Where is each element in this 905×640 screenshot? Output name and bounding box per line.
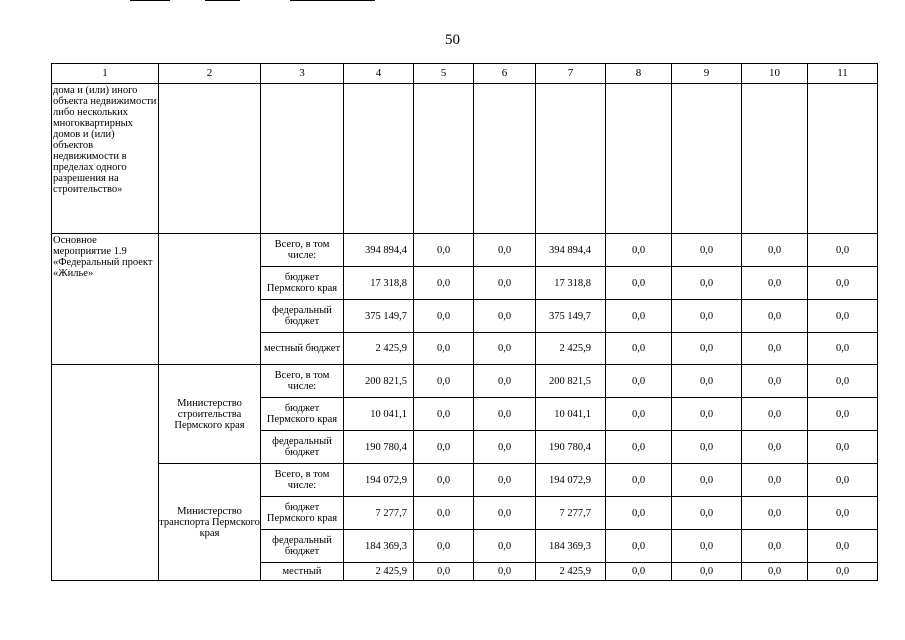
amount-cell: 0,0: [808, 530, 878, 563]
amount-cell: 0,0: [672, 530, 742, 563]
column-number: 9: [672, 64, 742, 84]
amount-cell: 0,0: [414, 563, 474, 581]
amount-cell: 0,0: [808, 234, 878, 267]
funding-source: федеральный бюджет: [261, 300, 344, 333]
funding-source: бюджет Пермского края: [261, 267, 344, 300]
amount-cell: 7 277,7: [536, 497, 606, 530]
amount-cell: 375 149,7: [536, 300, 606, 333]
amount-cell: 0,0: [606, 431, 672, 464]
amount-cell: 0,0: [742, 497, 808, 530]
amount-cell: 0,0: [808, 497, 878, 530]
amount-cell: 0,0: [742, 530, 808, 563]
amount-cell: 0,0: [742, 267, 808, 300]
amount-cell: 10 041,1: [536, 398, 606, 431]
amount-cell: 17 318,8: [536, 267, 606, 300]
funding-source: местный бюджет: [261, 333, 344, 365]
scan-artifact-line: [130, 0, 170, 1]
amount-cell: 0,0: [808, 398, 878, 431]
amount-cell: 0,0: [474, 497, 536, 530]
column-number: 11: [808, 64, 878, 84]
amount-cell: 0,0: [742, 234, 808, 267]
funding-source: Всего, в том числе:: [261, 234, 344, 267]
column-number: 8: [606, 64, 672, 84]
amount-cell: 0,0: [414, 530, 474, 563]
measure-title-continued: [52, 365, 159, 581]
amount-cell: 0,0: [414, 333, 474, 365]
amount-cell: 394 894,4: [536, 234, 606, 267]
amount-cell: 0,0: [742, 431, 808, 464]
amount-cell: 190 780,4: [536, 431, 606, 464]
continuation-row: [52, 84, 878, 234]
amount-cell: 0,0: [606, 464, 672, 497]
amount-cell: 0,0: [606, 365, 672, 398]
column-number: 10: [742, 64, 808, 84]
measure-title: Основное мероприятие 1.9 «Федеральный проект «Жилье»: [52, 234, 159, 365]
amount-cell: 0,0: [606, 234, 672, 267]
amount-cell: 0,0: [474, 300, 536, 333]
column-number: 2: [159, 64, 261, 84]
funding-source: бюджет Пермского края: [261, 398, 344, 431]
amount-cell: 0,0: [414, 497, 474, 530]
amount-cell: 394 894,4: [344, 234, 414, 267]
column-number: 7: [536, 64, 606, 84]
measure-executor: [159, 234, 261, 365]
amount-cell: 0,0: [808, 267, 878, 300]
table-header-row: [52, 64, 878, 84]
amount-cell: 0,0: [474, 464, 536, 497]
amount-cell: 0,0: [808, 464, 878, 497]
amount-cell: 2 425,9: [536, 333, 606, 365]
amount-cell: 7 277,7: [344, 497, 414, 530]
amount-cell: 194 072,9: [344, 464, 414, 497]
amount-cell: 0,0: [672, 234, 742, 267]
amount-cell: 0,0: [606, 497, 672, 530]
funding-source: федеральный бюджет: [261, 530, 344, 563]
funding-source: федеральный бюджет: [261, 431, 344, 464]
amount-cell: 0,0: [742, 464, 808, 497]
amount-cell: 184 369,3: [536, 530, 606, 563]
funding-source: Всего, в том числе:: [261, 464, 344, 497]
scan-artifact-line: [290, 0, 375, 1]
amount-cell: 0,0: [474, 398, 536, 431]
amount-cell: 0,0: [606, 563, 672, 581]
amount-cell: 0,0: [672, 431, 742, 464]
amount-cell: 0,0: [474, 530, 536, 563]
amount-cell: 0,0: [672, 398, 742, 431]
amount-cell: 0,0: [808, 365, 878, 398]
budget-table: [51, 63, 878, 581]
amount-cell: 0,0: [672, 497, 742, 530]
amount-cell: 0,0: [742, 300, 808, 333]
amount-cell: 2 425,9: [344, 333, 414, 365]
amount-cell: 184 369,3: [344, 530, 414, 563]
amount-cell: 0,0: [606, 530, 672, 563]
amount-cell: 0,0: [606, 398, 672, 431]
amount-cell: 0,0: [414, 365, 474, 398]
amount-cell: 194 072,9: [536, 464, 606, 497]
amount-cell: 375 149,7: [344, 300, 414, 333]
amount-cell: 2 425,9: [536, 563, 606, 581]
amount-cell: 0,0: [742, 365, 808, 398]
page-number: 50: [445, 32, 460, 48]
column-number: 4: [344, 64, 414, 84]
amount-cell: 0,0: [672, 267, 742, 300]
amount-cell: 0,0: [474, 267, 536, 300]
amount-cell: 17 318,8: [344, 267, 414, 300]
table-row: [52, 464, 878, 497]
amount-cell: 0,0: [474, 234, 536, 267]
amount-cell: 0,0: [474, 563, 536, 581]
amount-cell: 200 821,5: [536, 365, 606, 398]
amount-cell: 0,0: [742, 563, 808, 581]
amount-cell: 0,0: [474, 333, 536, 365]
amount-cell: 0,0: [474, 365, 536, 398]
amount-cell: 0,0: [672, 300, 742, 333]
amount-cell: 0,0: [808, 333, 878, 365]
amount-cell: 0,0: [808, 300, 878, 333]
amount-cell: 2 425,9: [344, 563, 414, 581]
amount-cell: 0,0: [606, 333, 672, 365]
amount-cell: 0,0: [414, 464, 474, 497]
amount-cell: 190 780,4: [344, 431, 414, 464]
scan-artifact-line: [205, 0, 240, 1]
amount-cell: 0,0: [414, 234, 474, 267]
amount-cell: 0,0: [414, 300, 474, 333]
amount-cell: 0,0: [414, 398, 474, 431]
column-number: 3: [261, 64, 344, 84]
executor-name: Министерство транспорта Пермского края: [159, 464, 261, 581]
amount-cell: 0,0: [808, 563, 878, 581]
amount-cell: 10 041,1: [344, 398, 414, 431]
table-row: [52, 234, 878, 267]
amount-cell: 0,0: [606, 300, 672, 333]
amount-cell: 0,0: [672, 333, 742, 365]
amount-cell: 0,0: [414, 267, 474, 300]
column-number: 6: [474, 64, 536, 84]
amount-cell: 0,0: [672, 464, 742, 497]
amount-cell: 0,0: [808, 431, 878, 464]
funding-source: Всего, в том числе:: [261, 365, 344, 398]
table-row: [52, 365, 878, 398]
executor-name: Министерство строительства Пермского края: [159, 365, 261, 464]
continuation-text: дома и (или) иного объекта недвижимости либо нескольких многоквартирных домов и (или) объектов недвижимости в пределах одного разрешения на строительство»: [52, 84, 159, 234]
amount-cell: 0,0: [672, 365, 742, 398]
amount-cell: 0,0: [672, 563, 742, 581]
column-number: 5: [414, 64, 474, 84]
amount-cell: 200 821,5: [344, 365, 414, 398]
column-number: 1: [52, 64, 159, 84]
amount-cell: 0,0: [414, 431, 474, 464]
funding-source: местный: [261, 563, 344, 581]
amount-cell: 0,0: [742, 333, 808, 365]
amount-cell: 0,0: [742, 398, 808, 431]
amount-cell: 0,0: [606, 267, 672, 300]
funding-source: бюджет Пермского края: [261, 497, 344, 530]
amount-cell: 0,0: [474, 431, 536, 464]
